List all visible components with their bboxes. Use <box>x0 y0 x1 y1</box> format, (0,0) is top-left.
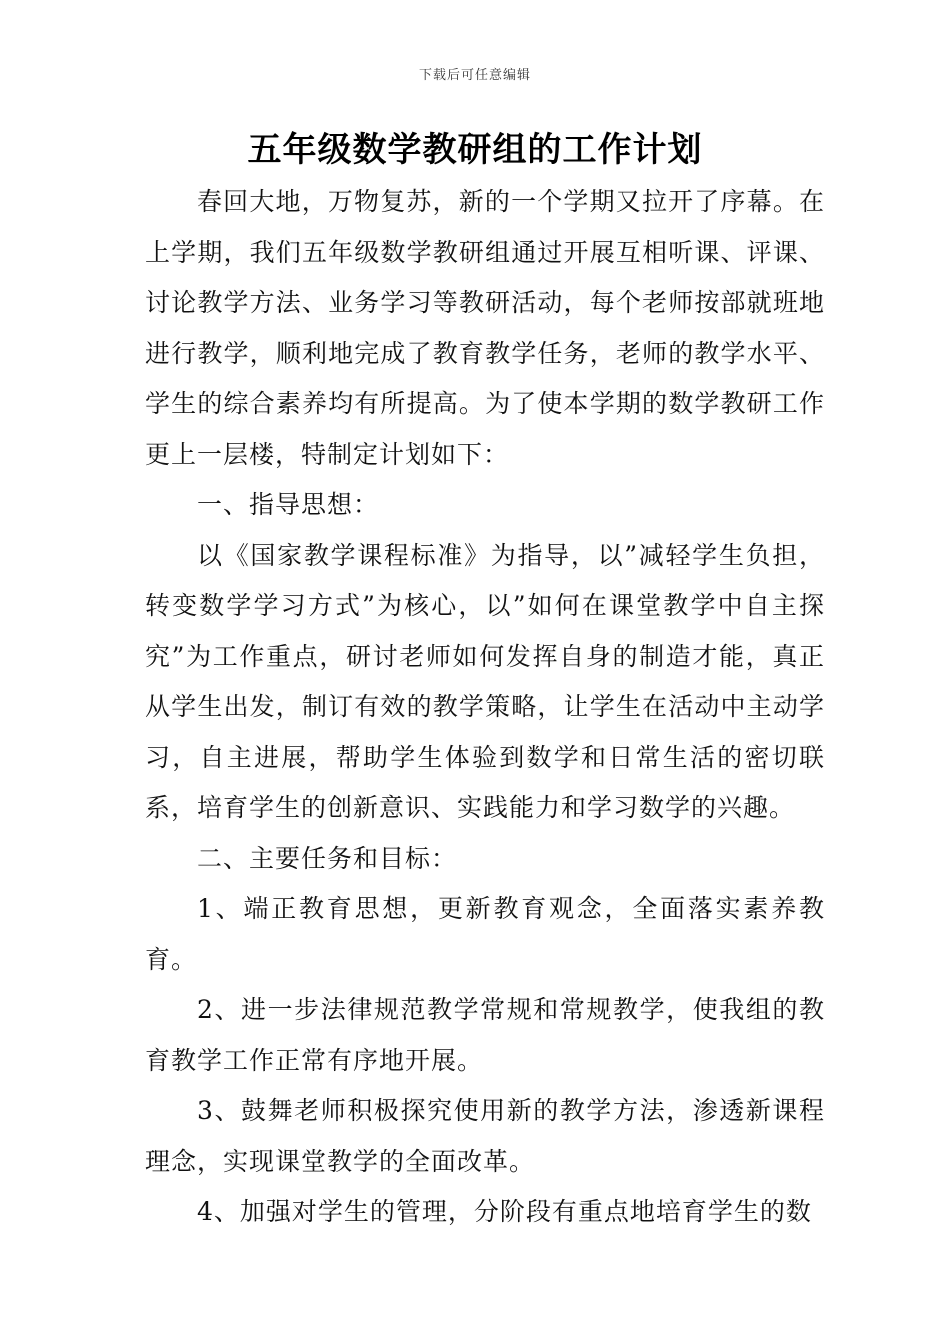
header-note: 下载后可任意编辑 <box>418 68 531 83</box>
list-item-task-2: 2、进一步法律规范教学常规和常规教学，使我组的教育教学工作正常有序地开展。 <box>145 995 825 1075</box>
document-body <box>145 177 825 1238</box>
section-heading-guiding-thought: 一、指导思想： <box>197 490 380 519</box>
paragraph-guiding-thought: 以《国家教学课程标准》为指导，以”减轻学生负担，转变数学学习方式”为核心，以”如何在课堂教学中自主探究”为工作重点，研讨老师如何发挥自身的制造才能，真正从学生出发，制订有效的教学策略，让学生在活动中主动学习，自主进展，帮助学生体验到数学和日常生活的密切联系，培育学生的创新意识、实践能力和学习数学的兴趣。 <box>145 540 825 822</box>
list-item-task-1: 1、端正教育思想，更新教育观念，全面落实素养教育。 <box>145 894 825 974</box>
list-item-task-3: 3、鼓舞老师积极探究使用新的教学方法，渗透新课程理念，实现课堂教学的全面改革。 <box>145 1096 825 1176</box>
document-title: 五年级数学教研组的工作计划 <box>247 130 703 170</box>
section-heading-tasks-goals: 二、主要任务和目标： <box>197 843 458 873</box>
list-item-task-4: 4、加强对学生的管理，分阶段有重点地培育学生的数 <box>197 1197 812 1226</box>
paragraph-intro: 春回大地，万物复苏，新的一个学期又拉开了序幕。在上学期，我们五年级数学教研组通过开展互相听课、评课、讨论教学方法、业务学习等教研活动，每个老师按部就班地进行教学，顺利地完成了教育教学任务，老师的教学水平、学生的综合素养均有所提高。为了使本学期的数学教研工作更上一层楼，特制定计划如下： <box>145 187 825 469</box>
